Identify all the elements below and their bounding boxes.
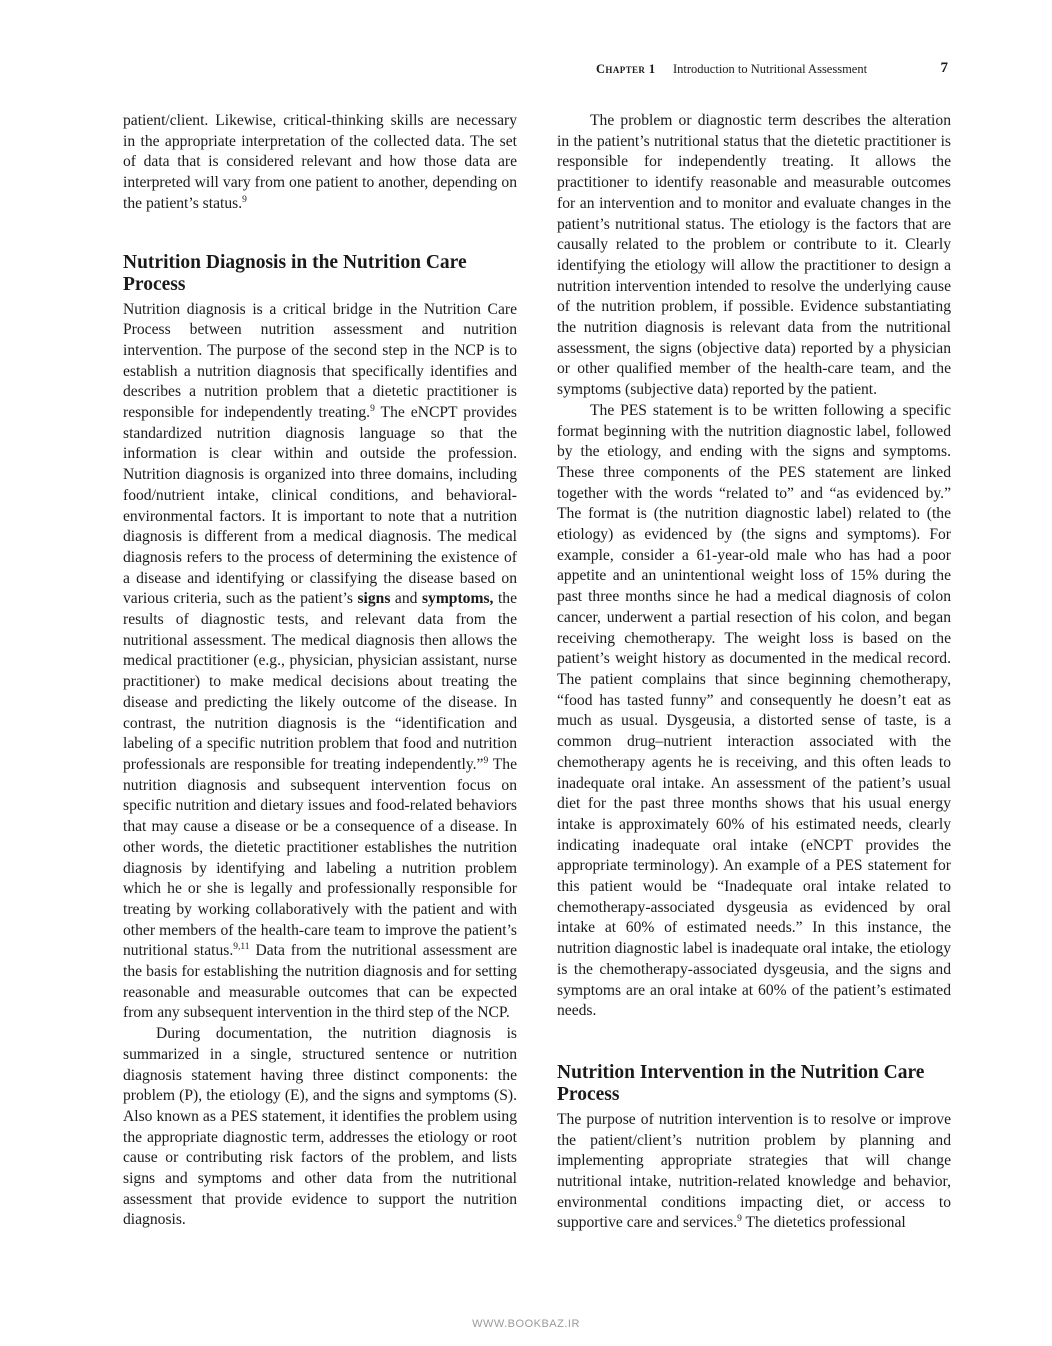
right-column xyxy=(557,111,951,1234)
paragraph: During documentation, the nutrition diagnosis is summarized in a single, structured sentence or nutrition diagnosis statement having three distinct components: the problem (P), the etiology (E), and the signs and symptoms (S). Also known as a PES statement, it identifies the problem using the appropriate diagnostic term, addresses the etiology or root cause or contributing risk factors of the problem, and lists signs and symptoms and other data from the nutritional assessment that provide evidence to support the nutrition diagnosis. xyxy=(123,1025,517,1229)
paragraph-text: The nutrition diagnosis and subsequent intervention focus on specific nutrition and dietary issues and food-related behaviors that may cause a disease or be a consequence of a disease. In other words, the dietetic practitioner establishes the nutrition diagnosis by identifying and labeling a nutrition problem which he or she is legally and professionally responsible for treating by working collaboratively with the patient and with other members of the health-care team to improve the patient’s nutritional status. xyxy=(123,755,517,960)
paragraph xyxy=(123,111,517,215)
page-number: 7 xyxy=(940,60,948,76)
left-column xyxy=(123,111,517,1231)
running-head xyxy=(560,62,952,80)
paragraph-text: Nutrition diagnosis is a critical bridge in the Nutrition Care Process between nutrition assessment and nutrition intervention. The purpose of the second step in the NCP is to establish a nutrition diagnosis that specifically identifies and describes a nutrition problem that a dietetic practitioner is responsible for independently treating. xyxy=(123,300,517,422)
paragraph-text: patient/client. Likewise, critical-thinking skills are necessary in the appropriate interpretation of the collected data. The set of data that is considered relevant and how those data are interpreted will vary from one patient to another, depending on the patient’s status. xyxy=(123,112,517,212)
paragraph: The problem or diagnostic term describes the alteration in the patient’s nutritional status that the dietetic practitioner is responsible for independently treating. It allows the practitioner to identify reasonable and measurable outcomes for an intervention and to monitor and evaluate changes in the patient’s nutritional status. The etiology is the factors that are causally related to the problem or contribute to it. Clearly identifying the etiology will allow the practitioner to design a nutrition intervention intended to resolve the underlying cause of the nutrition problem, if possible. Evidence substantiating the nutrition diagnosis is relevant data from the nutritional assessment, the signs (objective data) reported by a physician or other qualified member of the health-care team, and the symptoms (subjective data) reported by the patient. xyxy=(557,112,951,399)
key-term: symptoms, xyxy=(421,590,494,608)
paragraph-text: The eNCPT provides standardized nutrition diagnosis language so that the information is clear within and outside the profession. Nutrition diagnosis is organized into three domains, including food/nutrient intake, clinical conditions, and behavioral-environmental factors. It is important to note that a nutrition diagnosis is different from a medical diagnosis. The medical diagnosis refers to the process of determining the existence of a disease and identifying or classifying the disease based on various criteria, such as the patient’s xyxy=(123,404,517,608)
paragraph-text: The dietetics professional xyxy=(741,1214,906,1232)
section-heading: Nutrition Intervention in the Nutrition Care Process xyxy=(557,1061,925,1105)
watermark: WWW.BOOKBAZ.IR xyxy=(472,1318,580,1330)
section-heading: Nutrition Diagnosis in the Nutrition Care Process xyxy=(123,251,467,295)
paragraph xyxy=(123,300,517,1025)
citation: 9 xyxy=(483,755,489,766)
key-term: signs xyxy=(357,590,391,608)
chapter-label: Chapter 1 xyxy=(596,62,656,76)
paragraph-text: The purpose of nutrition intervention is to resolve or improve the patient/client’s nutrition problem by planning and implementing appropriate strategies that will change nutritional intake, nutrition-related knowledge and behavior, environmental conditions impacting diet, or access to supportive care and services. xyxy=(557,1110,951,1232)
citation: 9,11 xyxy=(233,942,250,953)
chapter-title: Introduction to Nutritional Assessment xyxy=(673,62,868,76)
citation: 9 xyxy=(370,404,375,415)
paragraph-text: and xyxy=(390,590,422,608)
paragraph-text: the results of diagnostic tests, and relevant data from the nutritional assessment. The medical diagnosis then allows the medical practitioner (e.g., physician, physician assistant, nurse practitioner) to make medical decisions about treating the disease and predicting the likely outcome of the disease. In contrast, the nutrition diagnosis is the “identification and labeling of a specific nutrition problem that food and nutrition professionals are responsible for treating independently.” xyxy=(123,590,517,773)
paragraph: The PES statement is to be written following a specific format beginning with the nutrition diagnostic label, followed by the etiology, and ending with the signs and symptoms. These three components of the PES statement are linked together with the words “related to” and “as evidenced by.” The format is (the nutrition diagnostic label) related to (the etiology) as evidenced by (the signs and symptoms). For example, consider a 61-year-old male who has had a poor appetite and an unintentional weight loss of 15% during the past three months since he had a medical diagnosis of colon cancer, underwent a partial resection of his colon, and began receiving chemotherapy. The weight loss is based on the patient’s weight history as documented in the medical record. The patient complains that since beginning chemotherapy, “food has tasted funny” and consequently he doesn’t eat as much as usual. Dysgeusia, a distorted sense of taste, is a common drug–nutrient interaction associated with the chemotherapy agents he is receiving, and this often leads to inadequate oral intake. An assessment of the patient’s usual diet for the past three months shows that his usual energy intake is approximately 60% of his estimated needs, clearly indicating inadequate oral intake (eNCPT provides the appropriate terminology). An example of a PES statement for this patient would be “Inadequate oral intake related to chemotherapy-associated dysgeusia as evidenced by oral intake at 60% of estimated needs.” In this instance, the nutrition diagnostic label is inadequate oral intake, the etiology is the chemotherapy-associated dysgeusia, and the signs and symptoms are an oral intake at 60% of the patient’s estimated needs. xyxy=(557,401,951,1020)
paragraph xyxy=(557,1110,951,1234)
paragraph-text: Data from the nutritional assessment are the basis for establishing the nutrition diagnosis and for setting reasonable and measurable outcomes that can be expected from any subsequent intervention in the third step of the NCP. xyxy=(123,942,517,1022)
citation: 9 xyxy=(737,1214,742,1225)
citation: 9 xyxy=(242,194,247,205)
